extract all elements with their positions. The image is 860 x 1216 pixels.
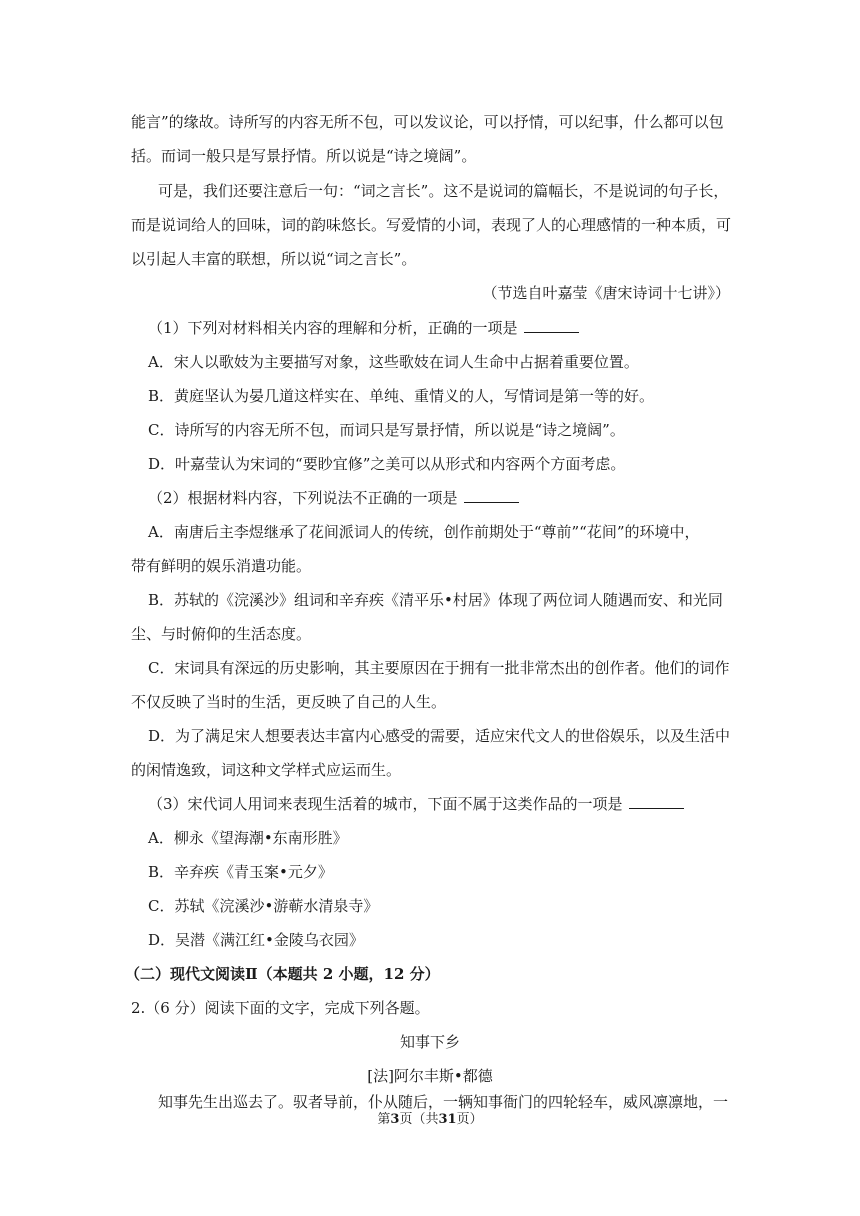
question-2-option-d-cont: 的闲情逸致，词这种文学样式应运而生。 (131, 761, 402, 779)
question-3-option-b: B．辛弃疾《青玉案•元夕》 (148, 863, 333, 881)
question-2-option-b: B．苏轼的《浣溪沙》组词和辛弃疾《清平乐•村居》体现了两位词人随遇而安、和光同 (148, 591, 723, 609)
question-2-option-c: C．宋词具有深远的历史影响，其主要原因在于拥有一批非常杰出的创作者。他们的词作 (148, 659, 730, 677)
question-2-text: （2）根据材料内容，下列说法不正确的一项是 (148, 489, 458, 507)
question-1-option-c: C．诗所写的内容无所不包，而词只是写景抒情，所以说是“诗之境阔”。 (148, 421, 625, 439)
question-2-option-c-cont: 不仅反映了当时的生活，更反映了自己的人生。 (131, 693, 447, 711)
passage-line: 括。而词一般只是写景抒情。所以说是“诗之境阔”。 (131, 147, 477, 165)
question-2-stem (148, 488, 748, 508)
question-1-option-a: A．宋人以歌妓为主要描写对象，这些歌妓在词人生命中占据着重要位置。 (148, 353, 639, 371)
footer-suffix: 页） (456, 1112, 483, 1127)
question-2-option-b-cont: 尘、与时俯仰的生活态度。 (131, 625, 312, 643)
story-first-line: 知事先生出巡去了。驭者导前，仆从随后，一辆知事衙门的四轮轻车，威风凛凛地，一 (158, 1093, 729, 1111)
question-2-option-a: A．南唐后主李煜继承了花间派词人的传统，创作前期处于“尊前”“花间”的环境中， (148, 523, 700, 541)
footer-total-pages: 31 (438, 1112, 457, 1127)
question-3-option-a: A．柳永《望海潮•东南形胜》 (148, 829, 348, 847)
footer-middle: 页（共 (399, 1112, 439, 1127)
passage-line: 而是说词给人的回味，词的韵味悠长。写爱情的小词，表现了人的心理感情的一种本质，可 (131, 216, 732, 234)
question-3-stem (148, 794, 748, 814)
section-heading: （二）现代文阅读Ⅱ（本题共 2 小题，12 分） (125, 965, 440, 983)
question-2-option-a-cont: 带有鲜明的娱乐消遣功能。 (131, 557, 312, 575)
footer-prefix: 第 (377, 1112, 391, 1127)
question-1-text: （1）下列对材料相关内容的理解和分析，正确的一项是 (148, 319, 518, 337)
question-1-option-b: B．黄庭坚认为晏几道这样实在、单纯、重情义的人，写情词是第一等的好。 (148, 387, 655, 405)
question-2-prompt: 2.（6 分）阅读下面的文字，完成下列各题。 (131, 999, 430, 1017)
question-3-text: （3）宋代词人用词来表现生活着的城市，下面不属于这类作品的一项是 (148, 795, 623, 813)
answer-blank (464, 488, 519, 503)
passage-source: （节选自叶嘉莹《唐宋诗词十七讲》） (482, 284, 730, 302)
question-3-option-d: D．吴潜《满江红•金陵乌衣园》 (148, 931, 364, 949)
question-3-option-c: C．苏轼《浣溪沙•游蕲水清泉寺》 (148, 897, 379, 915)
question-1-option-d: D．叶嘉莹认为宋词的“要眇宜修”之美可以从形式和内容两个方面考虑。 (148, 455, 626, 473)
question-2-option-d: D．为了满足宋人想要表达丰富内心感受的需要，适应宋代文人的世俗娱乐，以及生活中 (148, 727, 731, 745)
page-footer (0, 1112, 860, 1128)
footer-page-number: 3 (390, 1112, 400, 1127)
story-author: [法]阿尔丰斯•都德 (367, 1067, 493, 1085)
question-1-stem (148, 318, 748, 338)
answer-blank (629, 794, 684, 809)
passage-line: 能言”的缘故。诗所写的内容无所不包，可以发议论，可以抒情，可以纪事，什么都可以包 (131, 113, 724, 131)
passage-line: 可是，我们还要注意后一句：“词之言长”。这不是说词的篇幅长，不是说词的句子长， (158, 182, 729, 200)
answer-blank (524, 318, 579, 333)
passage-line: 以引起人丰富的联想，所以说“词之言长”。 (131, 250, 417, 268)
story-title: 知事下乡 (399, 1033, 460, 1051)
